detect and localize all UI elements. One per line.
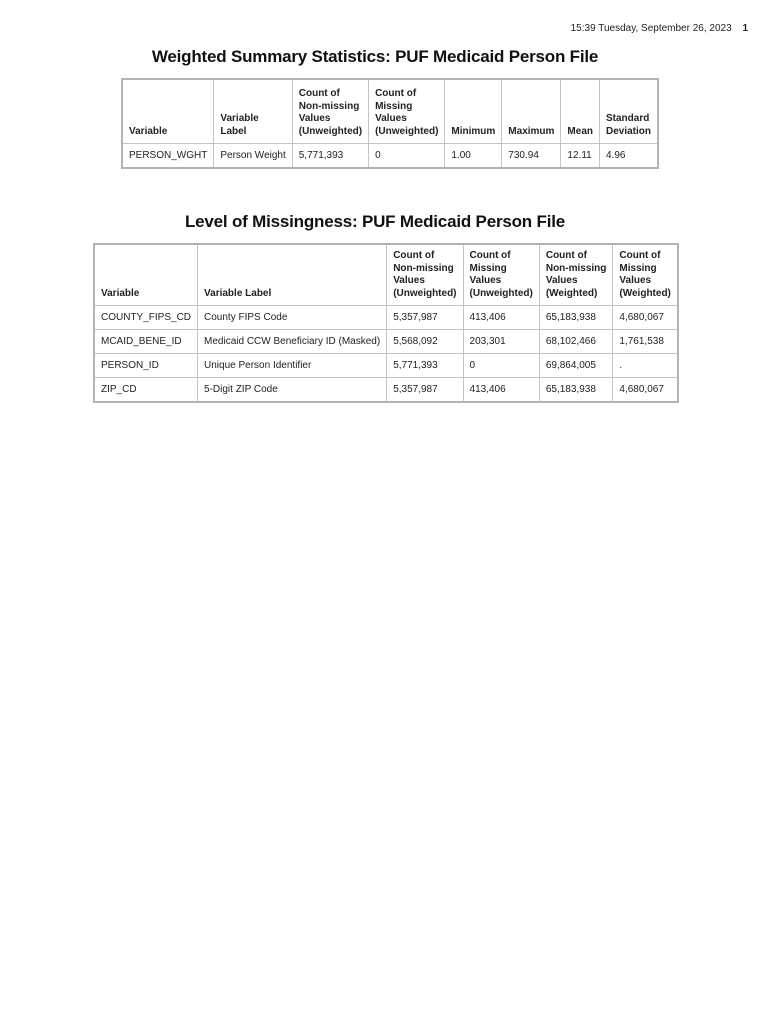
column-header-line: Minimum [451, 125, 496, 137]
column-header-line: Variable [129, 125, 168, 137]
table-cell: 5-Digit ZIP Code [198, 378, 387, 403]
column-header-line: Variable [101, 287, 140, 299]
column-header [561, 79, 600, 144]
column-header-line: Values [545, 275, 578, 286]
column-header-line: (Unweighted) [393, 287, 457, 299]
column-header-line: Count of [298, 88, 340, 99]
missingness-title: Level of Missingness: PUF Medicaid Person File [184, 212, 565, 231]
column-header-line: (Weighted) [545, 287, 598, 299]
table-cell: COUNTY_FIPS_CD [94, 306, 198, 330]
column-header-line: Count of [375, 88, 417, 99]
column-header-line: Values [375, 113, 407, 124]
table-cell: 5,357,987 [387, 306, 463, 330]
table-cell: 4,680,067 [613, 306, 678, 330]
table-cell: County FIPS Code [198, 306, 387, 330]
column-header [539, 244, 613, 306]
table-cell: 413,406 [463, 306, 539, 330]
table-cell: 413,406 [463, 378, 539, 403]
column-header-line: Values [393, 275, 425, 286]
table-row [122, 144, 658, 169]
table-cell: 69,864,005 [539, 354, 613, 378]
table-cell: 4,680,067 [613, 378, 678, 403]
column-header-line: Non-missing [545, 262, 607, 274]
column-header [369, 79, 445, 144]
column-header-line: Count of [545, 250, 587, 261]
summary-statistics-title: Weighted Summary Statistics: PUF Medicaid Person File [151, 47, 599, 66]
table-cell: 68,102,466 [539, 330, 613, 354]
column-header-line: Maximum [508, 125, 555, 137]
column-header-line: Variable Label [204, 287, 272, 299]
column-header [122, 79, 214, 144]
report-datetime: 15:39 Tuesday, September 26, 2023 [570, 23, 732, 34]
missingness-table [93, 243, 679, 403]
column-header [214, 79, 292, 144]
column-header-line: Label [220, 125, 247, 137]
column-header-line: Non-missing [298, 100, 360, 112]
column-header [387, 244, 463, 306]
table-header-row [122, 79, 658, 144]
summary-statistics-table [121, 78, 659, 169]
column-header [463, 244, 539, 306]
column-header-line: Count of [619, 250, 661, 261]
column-header [292, 79, 368, 144]
table-cell: 0 [463, 354, 539, 378]
table-cell: PERSON_WGHT [122, 144, 214, 169]
column-header-line: Variable [220, 113, 259, 124]
table-cell: 5,771,393 [292, 144, 368, 169]
table-row [94, 378, 678, 403]
column-header-line: (Weighted) [619, 287, 671, 299]
table-cell: 5,357,987 [387, 378, 463, 403]
column-header [613, 244, 678, 306]
table-header-row [94, 244, 678, 306]
table-row [94, 354, 678, 378]
table-cell: ZIP_CD [94, 378, 198, 403]
table-cell: 5,568,092 [387, 330, 463, 354]
page-number: 1 [742, 23, 748, 34]
column-header-line: (Unweighted) [298, 125, 363, 137]
column-header [445, 79, 502, 144]
table-cell: 0 [369, 144, 445, 169]
column-header [502, 79, 561, 144]
column-header-line: Deviation [605, 125, 651, 137]
table-cell: 1.00 [445, 144, 502, 169]
page-header [571, 23, 748, 34]
table-cell: 65,183,938 [539, 378, 613, 403]
table-cell: 65,183,938 [539, 306, 613, 330]
column-header [599, 79, 658, 144]
table-cell: 730.94 [502, 144, 561, 169]
column-header-line: (Unweighted) [469, 287, 533, 299]
column-header-line: (Unweighted) [375, 125, 439, 137]
column-header [198, 244, 387, 306]
table-row [94, 330, 678, 354]
table-cell: 203,301 [463, 330, 539, 354]
column-header-line: Count of [393, 250, 435, 261]
table-cell: 5,771,393 [387, 354, 463, 378]
table-cell: 12.11 [561, 144, 600, 169]
column-header-line: Values [619, 275, 652, 286]
table-cell: PERSON_ID [94, 354, 198, 378]
column-header-line: Values [469, 275, 502, 286]
column-header-line: Missing [375, 100, 413, 112]
table-cell: MCAID_BENE_ID [94, 330, 198, 354]
column-header-line: Count of [469, 250, 511, 261]
column-header-line: Values [298, 113, 331, 124]
table-cell: Person Weight [214, 144, 292, 169]
table-cell: Medicaid CCW Beneficiary ID (Masked) [198, 330, 387, 354]
column-header-line: Missing [619, 262, 657, 274]
column-header-line: Missing [469, 262, 507, 274]
column-header-line: Standard [605, 113, 650, 124]
column-header-line: Non-missing [393, 262, 454, 274]
table-cell: 4.96 [599, 144, 658, 169]
table-cell: . [613, 354, 678, 378]
table-cell: 1,761,538 [613, 330, 678, 354]
table-cell: Unique Person Identifier [198, 354, 387, 378]
column-header [94, 244, 198, 306]
table-row [94, 306, 678, 330]
column-header-line: Mean [567, 125, 593, 137]
